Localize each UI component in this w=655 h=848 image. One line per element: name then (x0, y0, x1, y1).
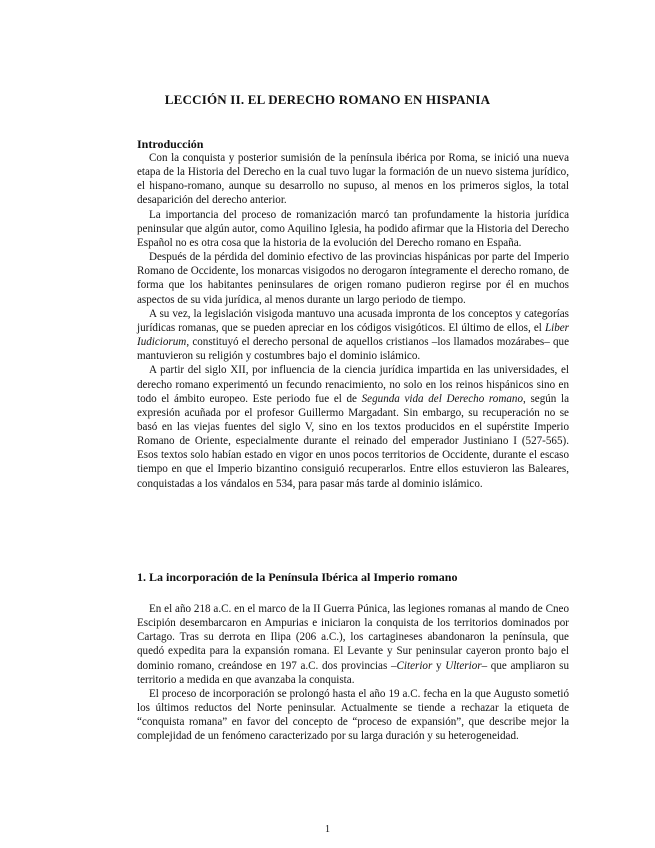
intro-paragraph-2: La importancia del proceso de romanización marcó tan profundamente la historia jurídica peninsular que algún autor, como Aquilino Iglesia, ha podido afirmar que la Historia del Derecho Español no es otra cosa que la historia de la evolución del Derecho romano en España. (137, 208, 569, 249)
intro-paragraph-5 (137, 363, 569, 490)
intro-paragraph-4-text-a: A su vez, la legislación visigoda mantuvo una acusada impronta de los conceptos y categorías jurídicas romanas, que se pueden apreciar en los códigos visigóticos. El último de ellos, el (137, 307, 569, 334)
section-1-paragraph-1-text-a: En el año 218 a.C. en el marco de la II Guerra Púnica, las legiones romanas al mando de Cneo Escipión desembarcaron en Ampurias e iniciaron la conquista de los territorios dominados por Cartago. Tras su derrota en Ilipa (206 a.C.), los cartagineses abandonaron la península, que quedó expedita para la expansión romana. El Levante y Sur peninsular cayeron pronto bajo el dominio romano, creándose en 197 a.C. dos provincias – (137, 603, 569, 672)
section-1-heading: 1. La incorporación de la Península Ibérica al Imperio romano (137, 570, 458, 584)
section-1-paragraph-1-text-mid: y (432, 659, 446, 672)
intro-paragraph-1: Con la conquista y posterior sumisión de la península ibérica por Roma, se inició una nueva etapa de la Historia del Derecho en la cual tuvo lugar la formación de un nuevo sistema jurídico, el hispano-romano, aunque su desarrollo no supuso, al menos en los primeros siglos, la total desaparición del derecho anterior. (137, 152, 569, 207)
introduction-section (137, 137, 569, 491)
section-1-paragraph-2: El proceso de incorporación se prolongó hasta el año 19 a.C. fecha en la que Augusto sometió los últimos reductos del Norte peninsular. Actualmente se tiende a rechazar la etiqueta de “conquista romana” en favor del concepto de “proceso de expansión”, que describe mejor la complejidad de un fenómeno caracterizado por su larga duración y su heterogeneidad. (137, 687, 569, 743)
lesson-title: LECCIÓN II. EL DERECHO ROMANO EN HISPANIA (164, 92, 491, 107)
intro-paragraph-5-text-a: A partir del siglo XII, por influencia de la ciencia jurídica impartida en las universidades, el derecho romano experimentó un fecundo renacimiento, no solo en los reinos hispánicos sino en todo el ámbito europeo. Este periodo fue el de (137, 364, 569, 405)
section-1 (137, 570, 569, 744)
introduction-heading: Introducción (137, 137, 204, 151)
intro-paragraph-4 (137, 307, 569, 364)
section-1-paragraph-1 (137, 602, 569, 687)
citerior-term: Citerior (396, 659, 433, 672)
ulterior-term: Ulterior (445, 659, 482, 672)
page-number: 1 (325, 824, 330, 835)
intro-paragraph-5-text-b: , según la expresión acuñada por el profesor Guillermo Margadant. Sin embargo, su recuperación no se basó en las viejas fuentes del siglo V, sino en los textos producidos en el supérstite Imperio Romano de Oriente, especialmente durante el reinado del emperador Justiniano I (527-565). Esos textos solo habían estado en vigor en unos pocos territorios de Occidente, durante el escaso tiempo en que el Imperio bizantino consiguió recuperarlos. Entre ellos estuvieron las Baleares, conquistadas a los vándalos en 534, para pasar más tarde al dominio islámico. (137, 392, 569, 490)
segunda-vida-term: Segunda vida del Derecho romano (361, 392, 524, 405)
liber-iudiciorum-term: Liber Iudiciorum (137, 321, 569, 349)
intro-paragraph-4-text-b: , constituyó el derecho personal de aquellos cristianos –los llamados mozárabes– que mantuvieron su religión y costumbres bajo el dominio islámico. (137, 336, 569, 363)
intro-paragraph-3: Después de la pérdida del dominio efectivo de las provincias hispánicas por parte del Imperio Romano de Occidente, los monarcas visigodos no derogaron íntegramente el derecho romano, de forma que los habitantes peninsulares de origen romano pudieron regirse por él en muchos aspectos de su vida jurídica, al menos durante un largo periodo de tiempo. (137, 251, 569, 306)
section-1-paragraph-1-text-b: – que ampliaron su territorio a medida en que avanzaba la conquista. (137, 659, 570, 686)
